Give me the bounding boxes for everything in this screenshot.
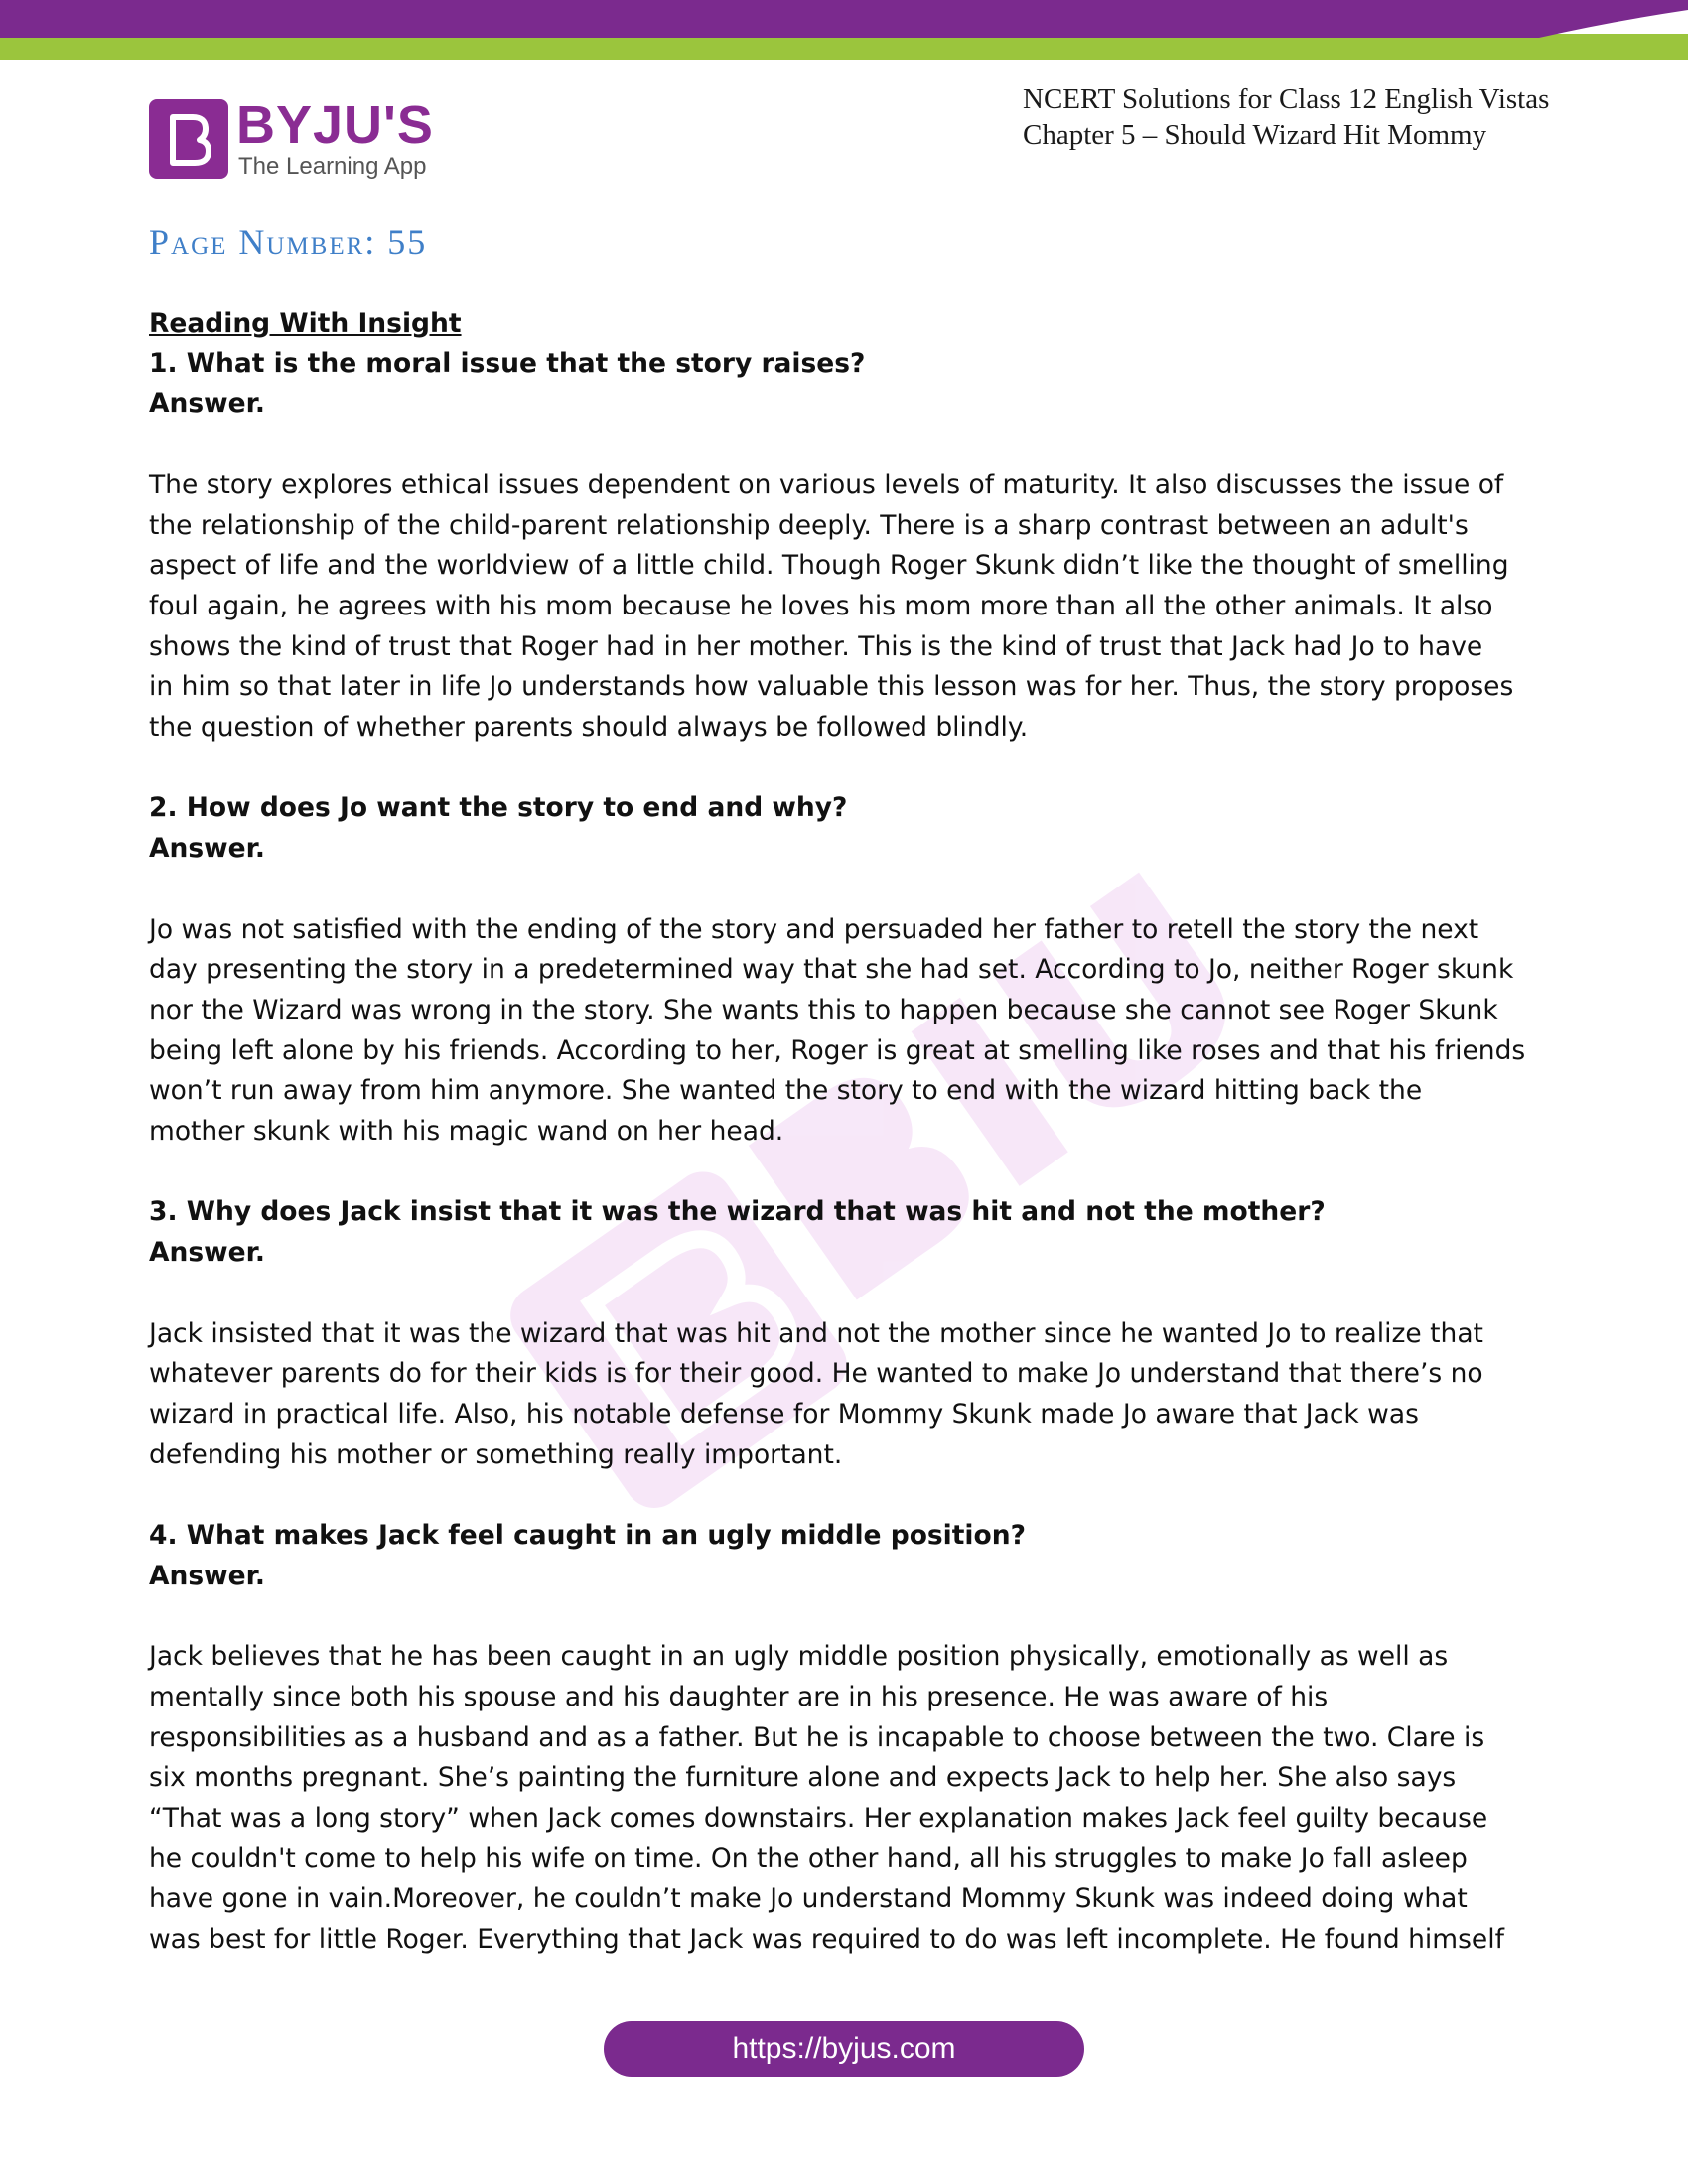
answer-line: the question of whether parents should always be followed blindly. — [149, 712, 1029, 744]
doc-title-line-1: NCERT Solutions for Class 12 English Vistas — [1023, 83, 1550, 115]
answer-line: defending his mother or something really important. — [149, 1438, 843, 1470]
answer-line: Jack insisted that it was the wizard that was hit and not the mother since he wanted Jo to realize that — [149, 1317, 1483, 1349]
answer-line: six months pregnant. She’s painting the furniture alone and expects Jack to help her. She also says — [149, 1762, 1457, 1794]
answer-label-2: Answer. — [149, 833, 265, 865]
answer-line: won’t run away from him anymore. She wanted the story to end with the wizard hitting back the — [149, 1075, 1423, 1107]
answer-line: foul again, he agrees with his mom because he loves his mom more than all the other animals. It also — [149, 590, 1493, 621]
byjus-logo — [149, 95, 447, 185]
answer-3 — [149, 1314, 1559, 1476]
footer-website-link[interactable]: https://byjus.com — [604, 2021, 1084, 2077]
section-heading: Reading With Insight — [149, 308, 462, 339]
answer-2 — [149, 910, 1559, 1153]
answer-line: being left alone by his friends. According to her, Roger is great at smelling like roses and that his friends — [149, 1034, 1526, 1066]
main-content — [149, 304, 1559, 1961]
answer-line: day presenting the story in a predetermined way that she had set. According to Jo, neither Roger skunk — [149, 954, 1514, 986]
answer-label-3: Answer. — [149, 1237, 265, 1269]
logo-tagline: The Learning App — [238, 153, 427, 180]
top-header-bars — [0, 0, 1688, 60]
answer-label-4: Answer. — [149, 1560, 265, 1591]
answer-line: The story explores ethical issues dependent on various levels of maturity. It also discusses the issue of — [149, 469, 1504, 500]
answer-line: Jack believes that he has been caught in an ugly middle position physically, emotionally as well as — [149, 1641, 1449, 1673]
answer-line: mentally since both his spouse and his daughter are in his presence. He was aware of his — [149, 1681, 1329, 1712]
answer-line: in him so that later in life Jo understands how valuable this lesson was for her. Thus, the story proposes — [149, 671, 1514, 703]
answer-4 — [149, 1637, 1559, 1961]
answer-line: nor the Wizard was wrong in the story. She wants this to happen because she cannot see Roger Skunk — [149, 994, 1498, 1025]
question-3: 3. Why does Jack insist that it was the wizard that was hit and not the mother? — [149, 1196, 1326, 1228]
question-4: 4. What makes Jack feel caught in an ugly middle position? — [149, 1520, 1026, 1551]
doc-title-line-2: Chapter 5 – Should Wizard Hit Mommy — [1023, 119, 1487, 151]
answer-line: “That was a long story” when Jack comes downstairs. Her explanation makes Jack feel guilty because — [149, 1802, 1488, 1834]
page-number: Page Number: 55 — [149, 222, 428, 262]
answer-line: whatever parents do for their kids is for their good. He wanted to make Jo understand that there’s no — [149, 1358, 1483, 1390]
logo-b-icon — [149, 99, 228, 179]
question-2: 2. How does Jo want the story to end and why? — [149, 792, 848, 824]
answer-line: was best for little Roger. Everything that Jack was required to do was left incomplete. He found himself — [149, 1924, 1504, 1956]
answer-line: mother skunk with his magic wand on her head. — [149, 1116, 784, 1148]
answer-line: have gone in vain.Moreover, he couldn’t make Jo understand Mommy Skunk was indeed doing what — [149, 1883, 1468, 1915]
answer-line: Jo was not satisfied with the ending of the story and persuaded her father to retell the story the next — [149, 913, 1479, 945]
answer-line: wizard in practical life. Also, his notable defense for Mommy Skunk made Jo aware that Jack was — [149, 1398, 1419, 1430]
answer-line: he couldn't come to help his wife on time. On the other hand, all his struggles to make Jo fall asleep — [149, 1843, 1468, 1874]
answer-1 — [149, 466, 1559, 749]
answer-line: responsibilities as a husband and as a father. But he is incapable to choose between the two. Clare is — [149, 1721, 1485, 1753]
document-header — [1023, 81, 1658, 153]
logo-wordmark: BYJU'S — [236, 95, 434, 155]
answer-line: the relationship of the child-parent relationship deeply. There is a sharp contrast between an adult's — [149, 509, 1469, 541]
answer-line: aspect of life and the worldview of a little child. Though Roger Skunk didn’t like the thought of smelling — [149, 550, 1509, 582]
question-1: 1. What is the moral issue that the story raises? — [149, 347, 866, 379]
answer-label-1: Answer. — [149, 388, 265, 420]
answer-line: shows the kind of trust that Roger had in her mother. This is the kind of trust that Jack had Jo to have — [149, 630, 1483, 662]
